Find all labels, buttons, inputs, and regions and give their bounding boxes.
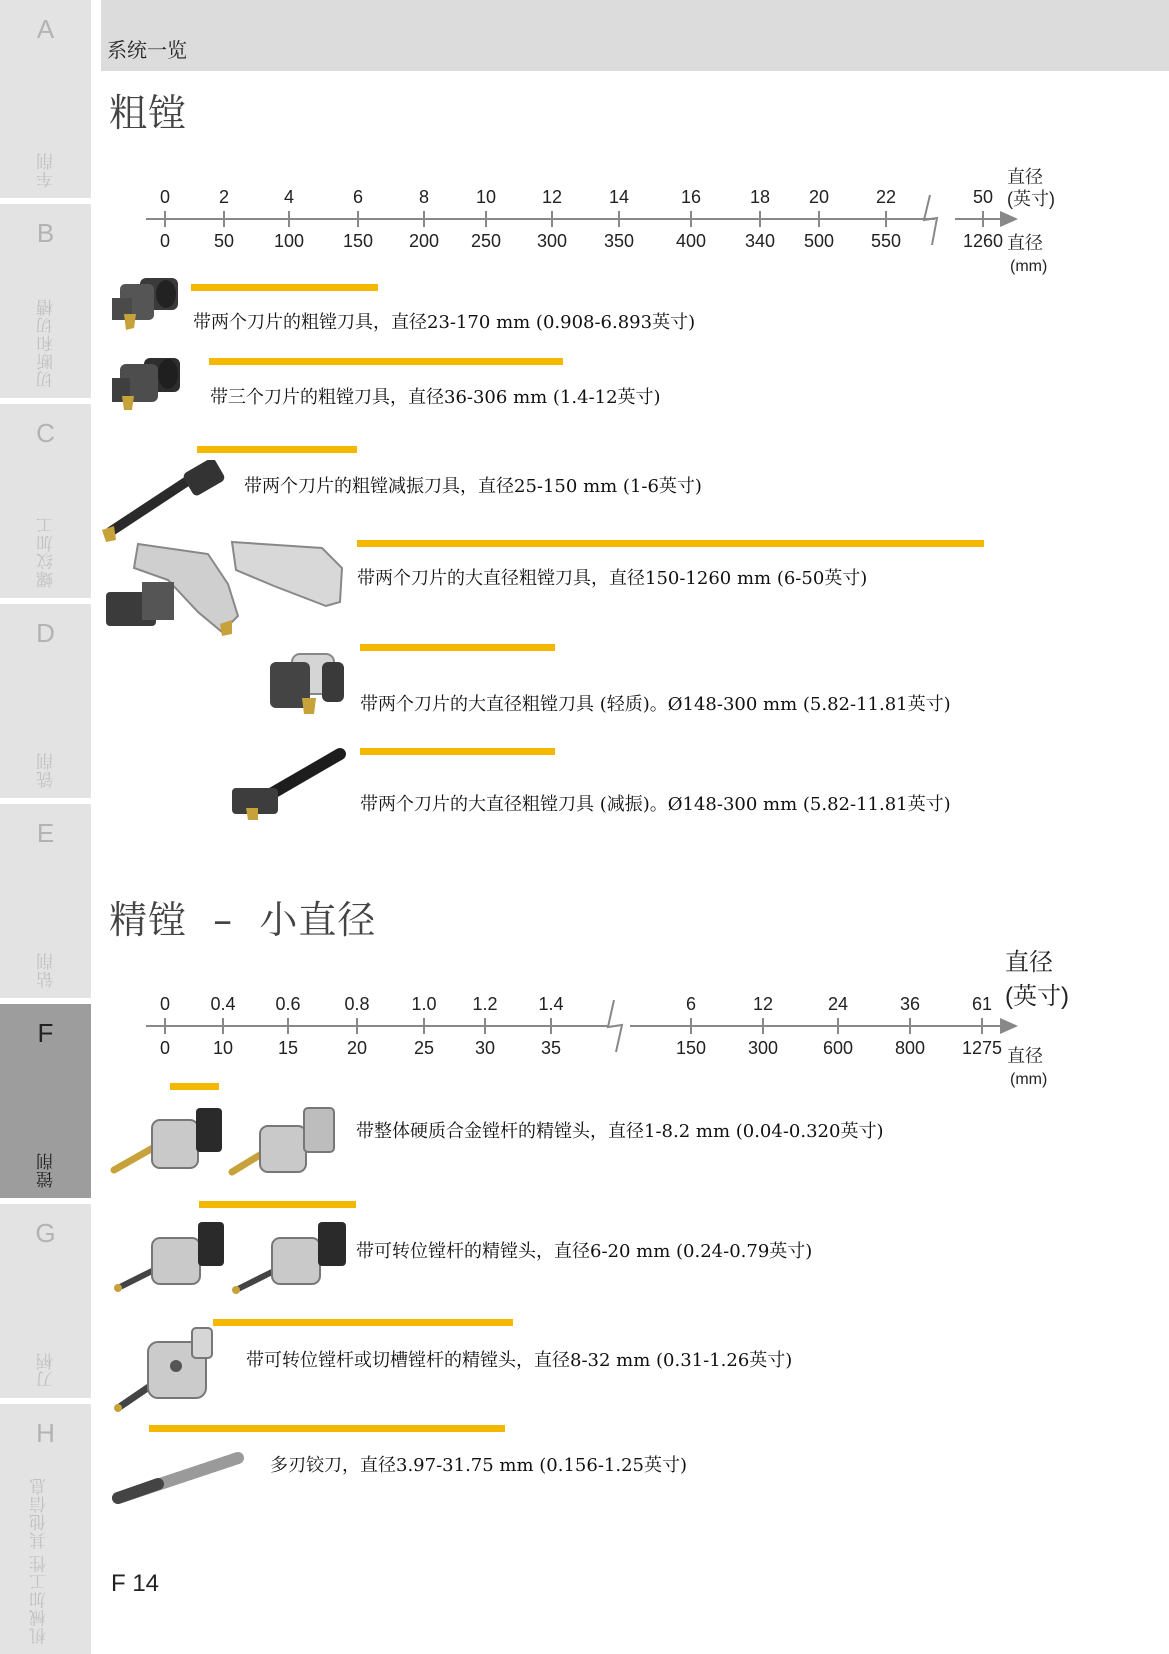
- tab-label: 切断和切槽: [37, 298, 56, 388]
- tool-description: 带两个刀片的大直径粗镗刀具 (轻质)。Ø148-300 mm (5.82-11.81英寸): [360, 694, 951, 715]
- scale-unit-inch-line1: 直径: [1007, 167, 1043, 187]
- tab-g[interactable]: [0, 1204, 91, 1398]
- scale-mm-label: 15: [277, 1038, 299, 1058]
- diameter-range-bar: [149, 1425, 505, 1432]
- scale-mm-label: 600: [822, 1038, 854, 1058]
- scale-unit-inch-line2: (英寸): [1007, 189, 1055, 209]
- scale-inch-label: 24: [827, 994, 849, 1014]
- carbide-bar-fine-head-icon: [108, 1104, 338, 1180]
- scale-mm-label: 150: [675, 1038, 707, 1058]
- scale-inch-label: 10: [475, 187, 497, 207]
- scale-mm-label: 0: [159, 1038, 171, 1058]
- scale-inch-label: 22: [875, 187, 897, 207]
- scale-inch-label: 12: [752, 994, 774, 1014]
- scale-unit-inch-line1: 直径: [1005, 949, 1053, 976]
- tab-letter: A: [36, 14, 55, 44]
- scale-mm-label: 300: [536, 231, 568, 251]
- scale-inch-label: 50: [972, 187, 994, 207]
- scale-mm-label: 0: [159, 231, 171, 251]
- scale-mm-label: 20: [346, 1038, 368, 1058]
- scale-mm-label: 250: [470, 231, 502, 251]
- scale-mm-label: 30: [474, 1038, 496, 1058]
- tab-letter: B: [36, 218, 55, 248]
- scale-mm-label: 200: [408, 231, 440, 251]
- tab-letter: F: [37, 1018, 54, 1048]
- scale-mm-label: 150: [342, 231, 374, 251]
- scale-mm-label: 35: [540, 1038, 562, 1058]
- scale-unit-inch-line2: (英寸): [1005, 983, 1069, 1010]
- scale-mm-label: 400: [675, 231, 707, 251]
- scale-inch-label: 36: [899, 994, 921, 1014]
- scale-inch-label: 0: [159, 187, 171, 207]
- indexable-bar-fine-head-icon: [112, 1218, 350, 1296]
- tool-description: 带两个刀片的大直径粗镗刀具，直径150-1260 mm (6-50英寸): [357, 568, 868, 589]
- scale-inch-label: 8: [418, 187, 430, 207]
- scale-mm-label: 10: [212, 1038, 234, 1058]
- scale-inch-label: 16: [680, 187, 702, 207]
- tab-letter: C: [36, 418, 55, 448]
- tool-description: 带整体硬质合金镗杆的精镗头，直径1-8.2 mm (0.04-0.320英寸): [356, 1121, 884, 1142]
- tool-description: 带可转位镗杆的精镗头，直径6-20 mm (0.24-0.79英寸): [356, 1241, 813, 1262]
- scale-unit-mm-line2: (mm): [1010, 258, 1048, 275]
- scale-mm-label: 350: [603, 231, 635, 251]
- scale-mm-label: 340: [744, 231, 776, 251]
- scale-mm-label: 50: [213, 231, 235, 251]
- scale-inch-label: 20: [808, 187, 830, 207]
- tool-description: 带两个刀片的粗镗刀具，直径23-170 mm (0.908-6.893英寸): [193, 312, 696, 333]
- scale-inch-label: 1.2: [472, 994, 498, 1014]
- scale-unit-mm-line1: 直径: [1007, 233, 1043, 253]
- diameter-range-bar: [199, 1201, 356, 1208]
- scale-inch-label: 12: [541, 187, 563, 207]
- grooving-bar-fine-head-icon: [112, 1326, 216, 1416]
- section-title-rough: 粗镗: [109, 91, 188, 135]
- tab-letter: D: [36, 618, 55, 648]
- section-title-fine: 精镗 – 小直径: [109, 898, 377, 942]
- scale-inch-label: 61: [971, 994, 993, 1014]
- tab-label: 铣削: [37, 752, 56, 788]
- tab-label: 机械加工性 其他信息: [30, 1476, 49, 1644]
- tool-description: 带两个刀片的粗镗减振刀具，直径25-150 mm (1-6英寸): [244, 476, 702, 497]
- scale-mm-label: 25: [413, 1038, 435, 1058]
- scale-mm-label: 550: [870, 231, 902, 251]
- scale-inch-label: 4: [283, 187, 295, 207]
- scale-mm-label: 500: [803, 231, 835, 251]
- scale-inch-label: 0.8: [344, 994, 370, 1014]
- diameter-range-bar: [170, 1083, 219, 1090]
- tool-description: 带可转位镗杆或切槽镗杆的精镗头，直径8-32 mm (0.31-1.26英寸): [246, 1350, 793, 1371]
- tab-label: 螺纹加工: [37, 516, 56, 588]
- tab-letter: E: [36, 818, 55, 848]
- scale-inch-label: 6: [685, 994, 697, 1014]
- scale-inch-label: 0.6: [275, 994, 301, 1014]
- scale-mm-label: 100: [273, 231, 305, 251]
- tab-label: 镗削: [37, 1152, 56, 1188]
- scale-unit-mm-line2: (mm): [1010, 1071, 1048, 1088]
- scale-mm-label: 1260: [962, 231, 1004, 251]
- tab-label: 车削: [37, 152, 56, 188]
- scale-mm-label: 800: [894, 1038, 926, 1058]
- tab-label: 钻削: [37, 952, 56, 988]
- tool-description: 带三个刀片的粗镗刀具，直径36-306 mm (1.4-12英寸): [210, 387, 661, 408]
- scale-inch-label: 0.4: [210, 994, 236, 1014]
- tab-letter: H: [36, 1418, 55, 1448]
- tab-label: 刀柄: [37, 1352, 56, 1388]
- scale-mm-label: 300: [747, 1038, 779, 1058]
- multi-edge-reamer-icon: [112, 1448, 244, 1506]
- scale-inch-label: 18: [749, 187, 771, 207]
- scale-unit-mm-line1: 直径: [1007, 1046, 1043, 1066]
- page-number: F 14: [111, 1570, 160, 1597]
- scale-inch-label: 1.0: [411, 994, 437, 1014]
- scale-mm-label: 1275: [961, 1038, 1003, 1058]
- tool-description: 带两个刀片的大直径粗镗刀具 (减振)。Ø148-300 mm (5.82-11.81英寸): [360, 794, 951, 815]
- scale-inch-label: 6: [352, 187, 364, 207]
- tab-letter: G: [35, 1218, 56, 1248]
- tab-h[interactable]: [0, 1404, 91, 1654]
- scale-inch-label: 2: [218, 187, 230, 207]
- scale-inch-label: 14: [608, 187, 630, 207]
- diameter-range-bar: [213, 1319, 513, 1326]
- scale-inch-label: 0: [159, 994, 171, 1014]
- page-header-title: 系统一览: [107, 40, 187, 62]
- tool-description: 多刃铰刀，直径3.97-31.75 mm (0.156-1.25英寸): [270, 1455, 688, 1476]
- scale-inch-label: 1.4: [538, 994, 564, 1014]
